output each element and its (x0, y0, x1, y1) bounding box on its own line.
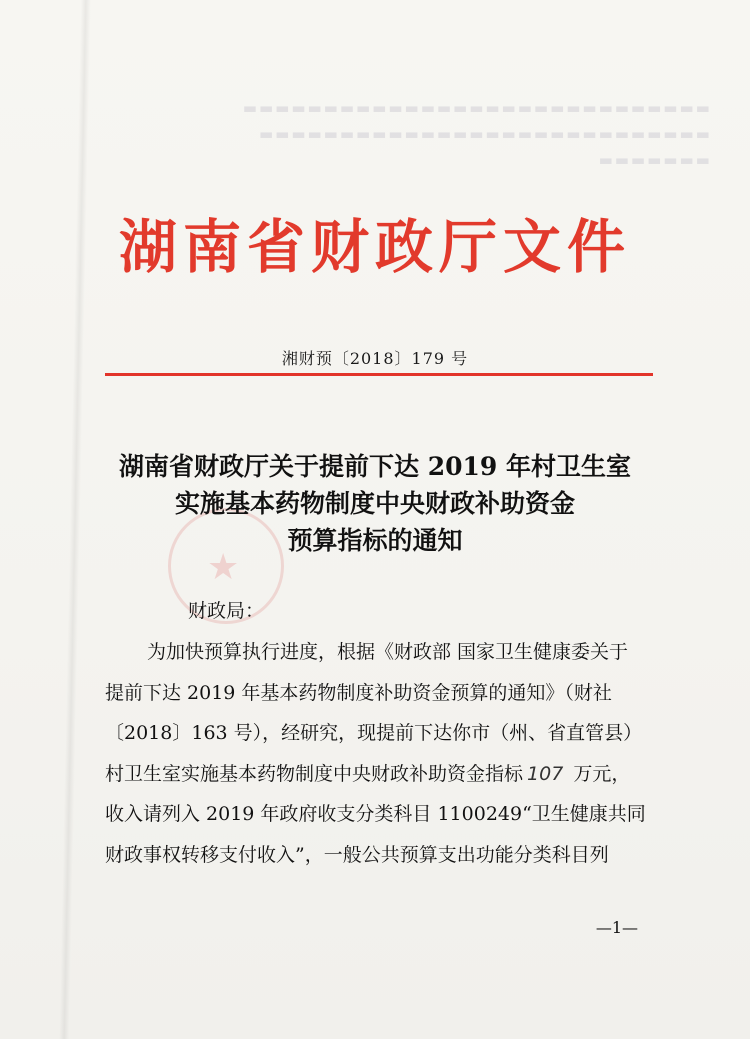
body-line-text: 村卫生室实施基本药物制度中央财政补助资金指标 (105, 762, 524, 785)
red-divider-line (105, 373, 653, 376)
document-number: 湘财预〔2018〕179 号 (281, 349, 469, 368)
addressee: 财政局： (188, 600, 265, 622)
star-icon: ★ (207, 547, 240, 588)
page-number: —1— (595, 918, 638, 937)
body-line: 收入请列入 2019 年政府收支分类科目 1100249“卫生健康共同 (105, 803, 646, 825)
body-line: 财政事权转移支付收入”，一般公共预算支出功能分类科目列 (105, 843, 609, 866)
notice-title (0, 448, 750, 559)
notice-title-line: 预算指标的通知 (287, 526, 463, 555)
body-line: 提前下达 2019 年基本药物制度补助资金预算的通知》（财社 (105, 681, 612, 704)
reverse-side-show-through: ▬▬▬▬▬▬▬▬▬▬▬▬▬▬▬▬▬▬▬▬▬▬▬▬▬▬▬▬▬ ▬▬▬▬▬▬▬▬▬▬▬▬▬▬▬▬▬▬▬▬▬▬▬▬▬▬▬▬ ▬▬▬▬▬▬▬ (241, 99, 710, 169)
handwritten-amount: 107 (527, 762, 564, 785)
body-text (105, 632, 650, 875)
body-line-amount (105, 754, 650, 795)
notice-title-line: 实施基本药物制度中央财政补助资金 (174, 489, 575, 518)
body-line: 为加快预算执行进度，根据《财政部 国家卫生健康委关于 (147, 641, 629, 663)
body-line: 〔2018〕163 号），经研究，现提前下达你市（州、省直管县） (105, 722, 643, 744)
document-header-title: 湖南省财政厅文件 (118, 213, 631, 281)
notice-title-line: 湖南省财政厅关于提前下达 2019 年村卫生室 (119, 452, 631, 481)
amount-unit: 万元， (573, 762, 631, 785)
